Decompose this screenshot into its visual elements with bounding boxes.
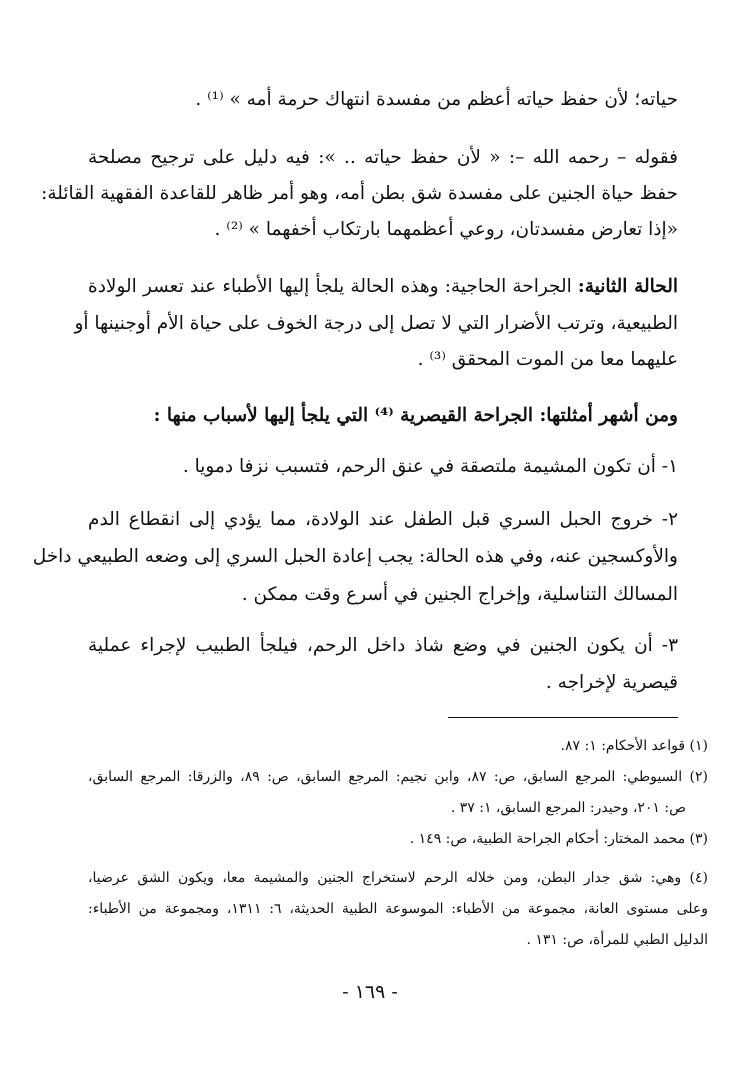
example-heading: ومن أشهر أمثلتها: الجراحة القيصرية ⁽⁴⁾ التي يلجأ إليها لأسباب منها : — [153, 405, 678, 426]
list-item-2-line-1: ٢- خروج الحبل السري قبل الطفل عند الولادة، مما يؤدي إلى انقطاع الدم — [88, 509, 678, 530]
list-item-2-line-2: والأوكسجين عنه، وفي هذه الحالة: يجب إعادة الحبل السري إلى وضعه الطبيعي داخل — [32, 546, 678, 567]
body-line-p1: حياته؛ لأن حفظ حياته أعظم من مفسدة انتهاك حرمة أمه » ⁽¹⁾ . — [195, 89, 678, 110]
footnote-4-line-2: وعلى مستوى العانة، مجموعة من الأطباء: الموسوعة الطبية الحديثة، ٦: ١٣١١، ومجموعة من الأطباء: — [88, 901, 708, 917]
list-item-3-line-1: ٣- أن يكون الجنين في وضع شاذ داخل الرحم، فيلجأ الطبيب لإجراء عملية — [88, 635, 678, 656]
list-item-3-line-2: قيصرية لإخراجه . — [545, 672, 678, 693]
footnote-4-line-1: (٤) وهي: شق جدار البطن، ومن خلاله الرحم لاستخراج الجنين والمشيمة معا، ويكون الشق عرضيا، — [88, 870, 708, 886]
body-line-case2-3: عليهما معا من الموت المحقق ⁽³⁾ . — [417, 349, 678, 370]
case2-text: الجراحة الحاجية: وهذه الحالة يلجأ إليها الأطباء عند تعسر الولادة — [88, 276, 578, 297]
footnote-2-line-2: ص: ٢٠١، وحيدر: المرجع السابق، ١: ٣٧ . — [450, 800, 686, 816]
body-line-p2-2: حفظ حياة الجنين على مفسدة شق بطن أمه، وهو أمر ظاهر للقاعدة الفقهية القائلة: — [41, 183, 678, 204]
body-line-p2-3: «إذا تعارض مفسدتان، روعي أعظمهما بارتكاب أخفهما » ⁽²⁾ . — [214, 219, 678, 240]
list-item-1: ١- أن تكون المشيمة ملتصقة في عنق الرحم، فتسبب نزفا دمويا . — [182, 456, 678, 477]
footnote-4-line-3: الدليل الطبي للمرأة، ص: ١٣١ . — [526, 932, 708, 948]
footnote-separator — [448, 717, 678, 718]
footnote-2-line-1: (٢) السيوطي: المرجع السابق، ص: ٨٧، وابن نجيم: المرجع السابق، ص: ٨٩، والزرقا: المرجع السابق، — [88, 769, 708, 785]
body-line-case2-2: الطبيعية، وترتب الأضرار التي لا تصل إلى درجة الخوف على حياة الأم أوجنينها أو — [74, 313, 678, 334]
page-number: - ١٦٩ - — [342, 981, 398, 1003]
body-line-p2-1: فقوله – رحمه الله –: « لأن حفظ حياته .. »: فيه دليل على ترجيح مصلحة — [88, 147, 678, 168]
footnote-3: (٣) محمد المختار: أحكام الجراحة الطبية، ص: ١٤٩ . — [409, 831, 708, 847]
case2-label: الحالة الثانية: — [577, 276, 678, 297]
list-item-2-line-3: المسالك التناسلية، وإخراج الجنين في أسرع وقت ممكن . — [241, 584, 678, 605]
footnote-1: (١) قواعد الأحكام: ١: ٨٧. — [560, 738, 708, 754]
body-line-case2-1 — [88, 273, 678, 301]
